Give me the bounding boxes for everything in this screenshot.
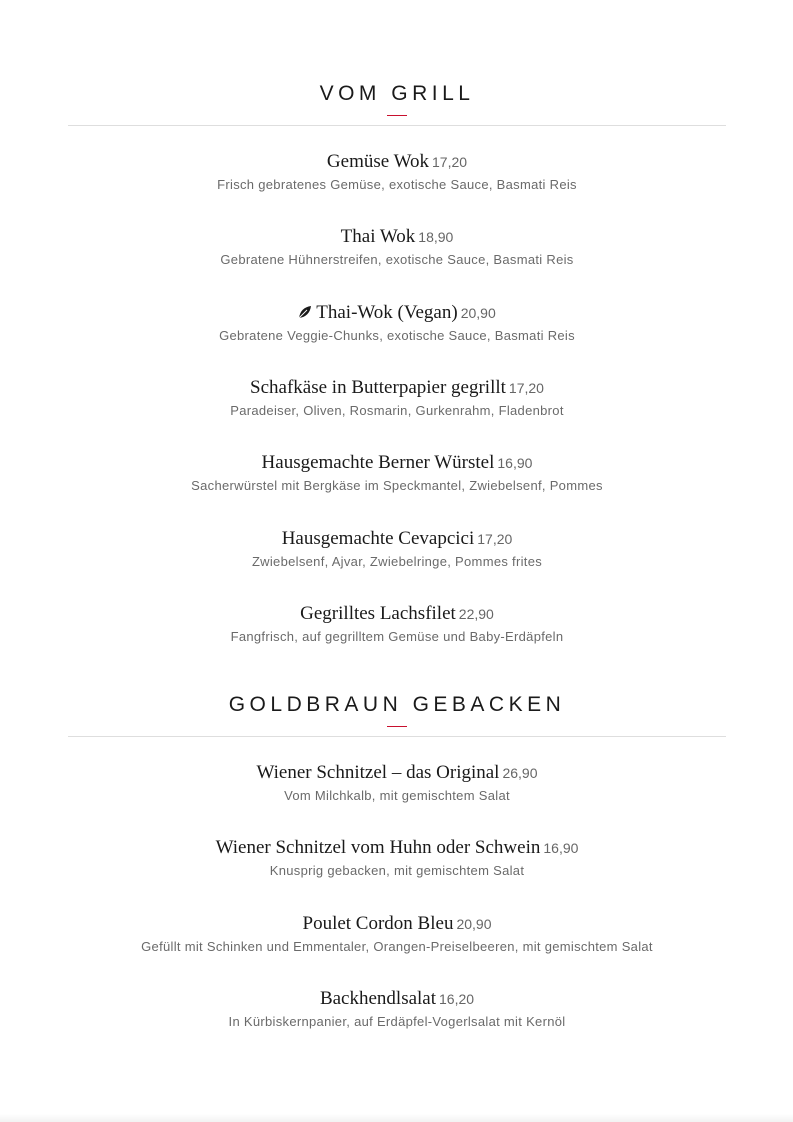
item-name: Wiener Schnitzel – das Original	[256, 762, 500, 783]
menu-item	[68, 225, 726, 268]
item-name: Hausgemachte Cevapcici	[281, 528, 475, 549]
item-price: 17,20	[432, 154, 468, 170]
item-description: Gebratene Veggie-Chunks, exotische Sauce, Basmati Reis	[219, 328, 575, 343]
item-name: Schafkäse in Butterpapier gegrillt	[250, 377, 506, 398]
item-description: Zwiebelsenf, Ajvar, Zwiebelringe, Pommes frites	[251, 554, 543, 569]
item-description: Gebratene Hühnerstreifen, exotische Sauce, Basmati Reis	[220, 252, 574, 267]
item-price: 22,90	[458, 606, 494, 622]
leaf-icon	[298, 302, 312, 316]
item-price: 16,90	[497, 455, 533, 471]
item-description: Fangfrisch, auf gegrilltem Gemüse und Baby-Erdäpfeln	[230, 629, 564, 644]
section-title: GOLDBRAUN GEBACKEN	[228, 693, 566, 716]
item-name: Gemüse Wok	[326, 151, 430, 172]
item-description: Frisch gebratenes Gemüse, exotische Sauce, Basmati Reis	[217, 177, 577, 192]
item-description: Paradeiser, Oliven, Rosmarin, Gurkenrahm, Fladenbrot	[230, 403, 564, 418]
item-name: Gegrilltes Lachsfilet	[300, 603, 456, 624]
menu-item	[68, 451, 726, 494]
item-description: In Kürbiskernpanier, auf Erdäpfel-Vogerlsalat mit Kernöl	[228, 1014, 566, 1029]
item-name: Poulet Cordon Bleu	[302, 913, 454, 934]
title-accent-line	[387, 115, 407, 116]
page-bottom-edge	[0, 1114, 793, 1122]
menu-item	[68, 836, 726, 879]
section-title: VOM GRILL	[319, 82, 475, 105]
item-description: Gefüllt mit Schinken und Emmentaler, Orangen-Preiselbeeren, mit gemischtem Salat	[141, 939, 653, 954]
item-description: Sacherwürstel mit Bergkäse im Speckmantel, Zwiebelsenf, Pommes	[191, 478, 603, 493]
menu-item	[68, 301, 726, 344]
menu-item	[68, 602, 726, 645]
section-divider	[68, 736, 726, 737]
section-divider	[68, 125, 726, 126]
item-price: 20,90	[460, 305, 496, 321]
menu-item	[68, 527, 726, 570]
item-price: 16,90	[543, 840, 579, 856]
item-name: Hausgemachte Berner Würstel	[261, 452, 495, 473]
item-price: 17,20	[477, 531, 513, 547]
item-price: 18,90	[418, 229, 454, 245]
item-price: 16,20	[439, 991, 475, 1007]
menu-item	[68, 376, 726, 419]
item-name: Thai-Wok (Vegan)	[316, 302, 458, 323]
item-name: Wiener Schnitzel vom Huhn oder Schwein	[215, 837, 541, 858]
item-name: Backhendlsalat	[319, 988, 437, 1009]
title-accent-line	[387, 726, 407, 727]
item-price: 20,90	[456, 916, 492, 932]
item-description: Vom Milchkalb, mit gemischtem Salat	[284, 788, 510, 803]
item-price: 17,20	[508, 380, 544, 396]
menu-item	[68, 912, 726, 955]
menu-item	[68, 150, 726, 193]
menu-item	[68, 987, 726, 1030]
menu-item	[68, 761, 726, 804]
item-price: 26,90	[502, 765, 538, 781]
item-name: Thai Wok	[340, 226, 416, 247]
item-description: Knusprig gebacken, mit gemischtem Salat	[269, 863, 525, 878]
